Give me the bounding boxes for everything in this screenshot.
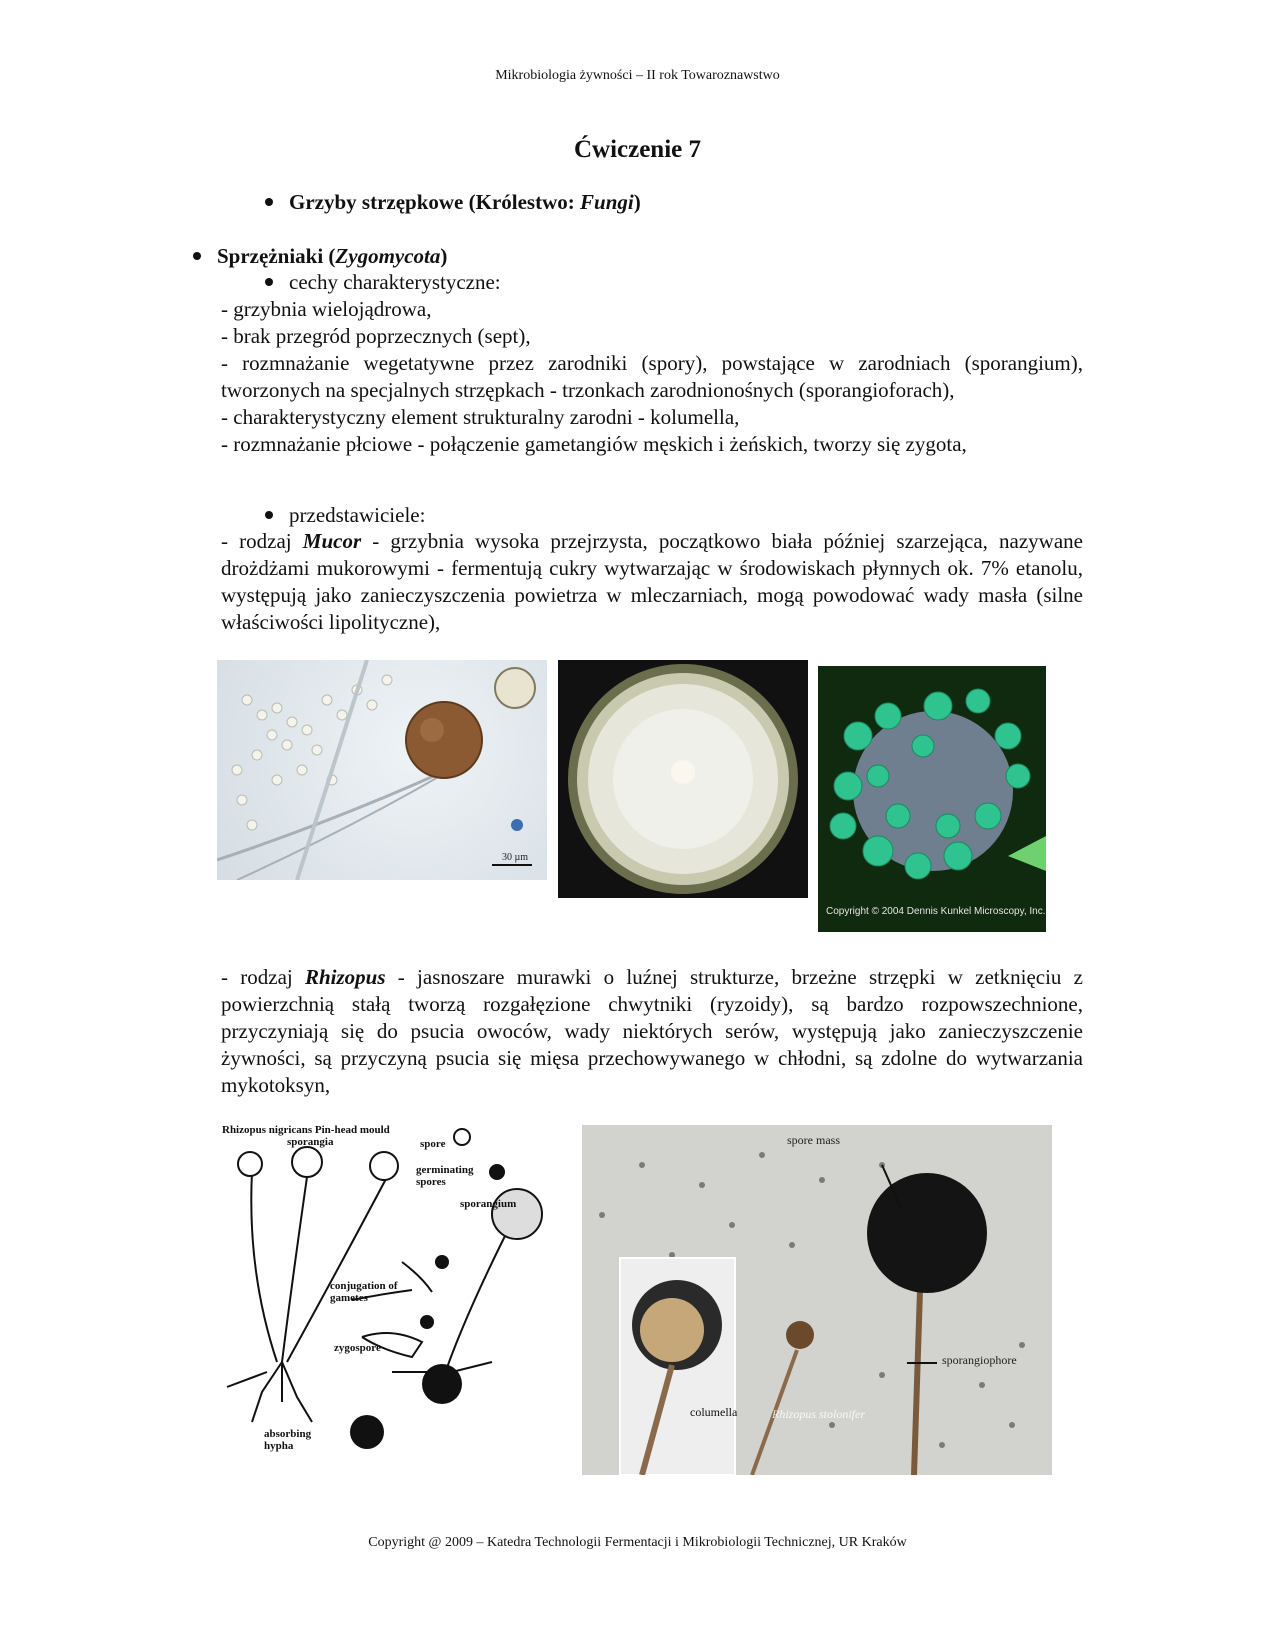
- bullet-icon: [193, 252, 201, 260]
- rhizopus-diagram: [222, 1122, 572, 1457]
- section-zygomycota: [193, 244, 447, 269]
- rhizopus-prefix: - rodzaj: [221, 965, 305, 989]
- rhizopus-name: Rhizopus: [304, 965, 386, 989]
- feature-item: - charakterystyczny element strukturalny zarodni - kolumella,: [221, 405, 740, 429]
- section-fungi-italic: Fungi: [580, 190, 634, 214]
- mucor-sem-image: [818, 666, 1046, 932]
- section-zygo-prefix: Sprzężniaki (: [217, 244, 336, 268]
- bullet-icon: [265, 198, 273, 206]
- section-zygo-italic: Zygomycota: [335, 244, 441, 268]
- section-zygo-suffix: ): [440, 244, 448, 268]
- mucor-petri-svg: [558, 660, 808, 898]
- photo-species-label: Rhizopus stolonifer: [772, 1407, 866, 1421]
- section-fungi: [265, 190, 641, 215]
- bullet-icon: [265, 278, 273, 286]
- scale-bar-label: 30 µm: [502, 852, 529, 863]
- mucor-paragraph: [221, 528, 1083, 636]
- diagram-conjugation-label: conjugation of gametes: [330, 1280, 398, 1304]
- photo-columella-label: columella: [690, 1405, 738, 1419]
- rhizopus-photo: [582, 1125, 1052, 1475]
- representatives-heading-text: przedstawiciele:: [289, 503, 426, 527]
- diagram-spore-label: spore: [420, 1138, 446, 1150]
- rhizopus-text: - jasnoszare murawki o luźnej strukturze, brzeżne strzępki w zetknięciu z powierzchnią stałą tworzą rozgałęzione chwytniki (ryzoidy), są bardzo rozpowszechnione, przyczyniają się do psucia owoców, wady niektórych serów, występują jako zanieczyszczenie żywności, są przyczyną psucia się mięsa przechowywanego w chłodni, są zdolne do wytwarzania mykotoksyn,: [221, 965, 1083, 1097]
- mucor-prefix: - rodzaj: [221, 529, 303, 553]
- diagram-germinating-label: germinating spores: [416, 1164, 474, 1188]
- diagram-zygospore-label: zygospore: [334, 1342, 381, 1354]
- diagram-sporangium-label: sporangium: [460, 1198, 517, 1210]
- diagram-absorbing-label: absorbing hypha: [264, 1428, 312, 1452]
- bullet-icon: [265, 511, 273, 519]
- mucor-microscope-svg: [217, 660, 547, 880]
- features-heading-text: cechy charakterystyczne:: [289, 270, 501, 294]
- rhizopus-photo-svg: [582, 1125, 1052, 1475]
- feature-item: - grzybnia wielojądrowa,: [221, 297, 432, 321]
- mucor-sem-svg: [818, 666, 1046, 932]
- feature-item: - rozmnażanie wegetatywne przez zarodniki (spory), powstające w zarodniach (sporangium), tworzonych na specjalnych strzępkach - trzonkach zarodnionośnych (sporangioforach),: [221, 351, 1083, 402]
- page-footer: Copyright @ 2009 – Katedra Technologii Fermentacji i Mikrobiologii Technicznej, UR Kraków: [368, 1535, 907, 1550]
- mucor-petri-image: [558, 660, 808, 898]
- page-title: Ćwiczenie 7: [573, 136, 702, 163]
- section-fungi-prefix: Grzyby strzępkowe (Królestwo:: [289, 190, 581, 214]
- mucor-text: - grzybnia wysoka przejrzysta, początkowo biała później szarzejąca, nazywane drożdżami mukorowymi - fermentują cukry wytwarzając w środowiskach płynnych ok. 7% etanolu, występują jako zanieczyszczenia powietrza w mleczarniach, mogą powodować wady masła (silne właściwości lipolityczne),: [221, 529, 1083, 634]
- feature-item: - rozmnażanie płciowe - połączenie gametangiów męskich i żeńskich, tworzy się zygota,: [221, 432, 967, 456]
- features-list: [221, 296, 1083, 458]
- feature-item: - brak przegród poprzecznych (sept),: [221, 324, 531, 348]
- diagram-sporangia-label: sporangia: [287, 1136, 334, 1148]
- diagram-title-label: Rhizopus nigricans Pin-head mould: [222, 1124, 390, 1136]
- mucor-microscope-image: [217, 660, 547, 880]
- sem-copyright: Copyright © 2004 Dennis Kunkel Microscopy, Inc.: [826, 906, 1046, 917]
- photo-sporangiophore-label: sporangiophore: [942, 1353, 1017, 1367]
- page-header: Mikrobiologia żywności – II rok Towaroznawstwo: [495, 68, 780, 83]
- representatives-heading: [265, 503, 425, 528]
- section-fungi-suffix: ): [633, 190, 641, 214]
- features-heading: [265, 270, 501, 295]
- rhizopus-paragraph: [221, 964, 1083, 1099]
- photo-spore-mass-label: spore mass: [787, 1133, 840, 1147]
- mucor-name: Mucor: [302, 529, 362, 553]
